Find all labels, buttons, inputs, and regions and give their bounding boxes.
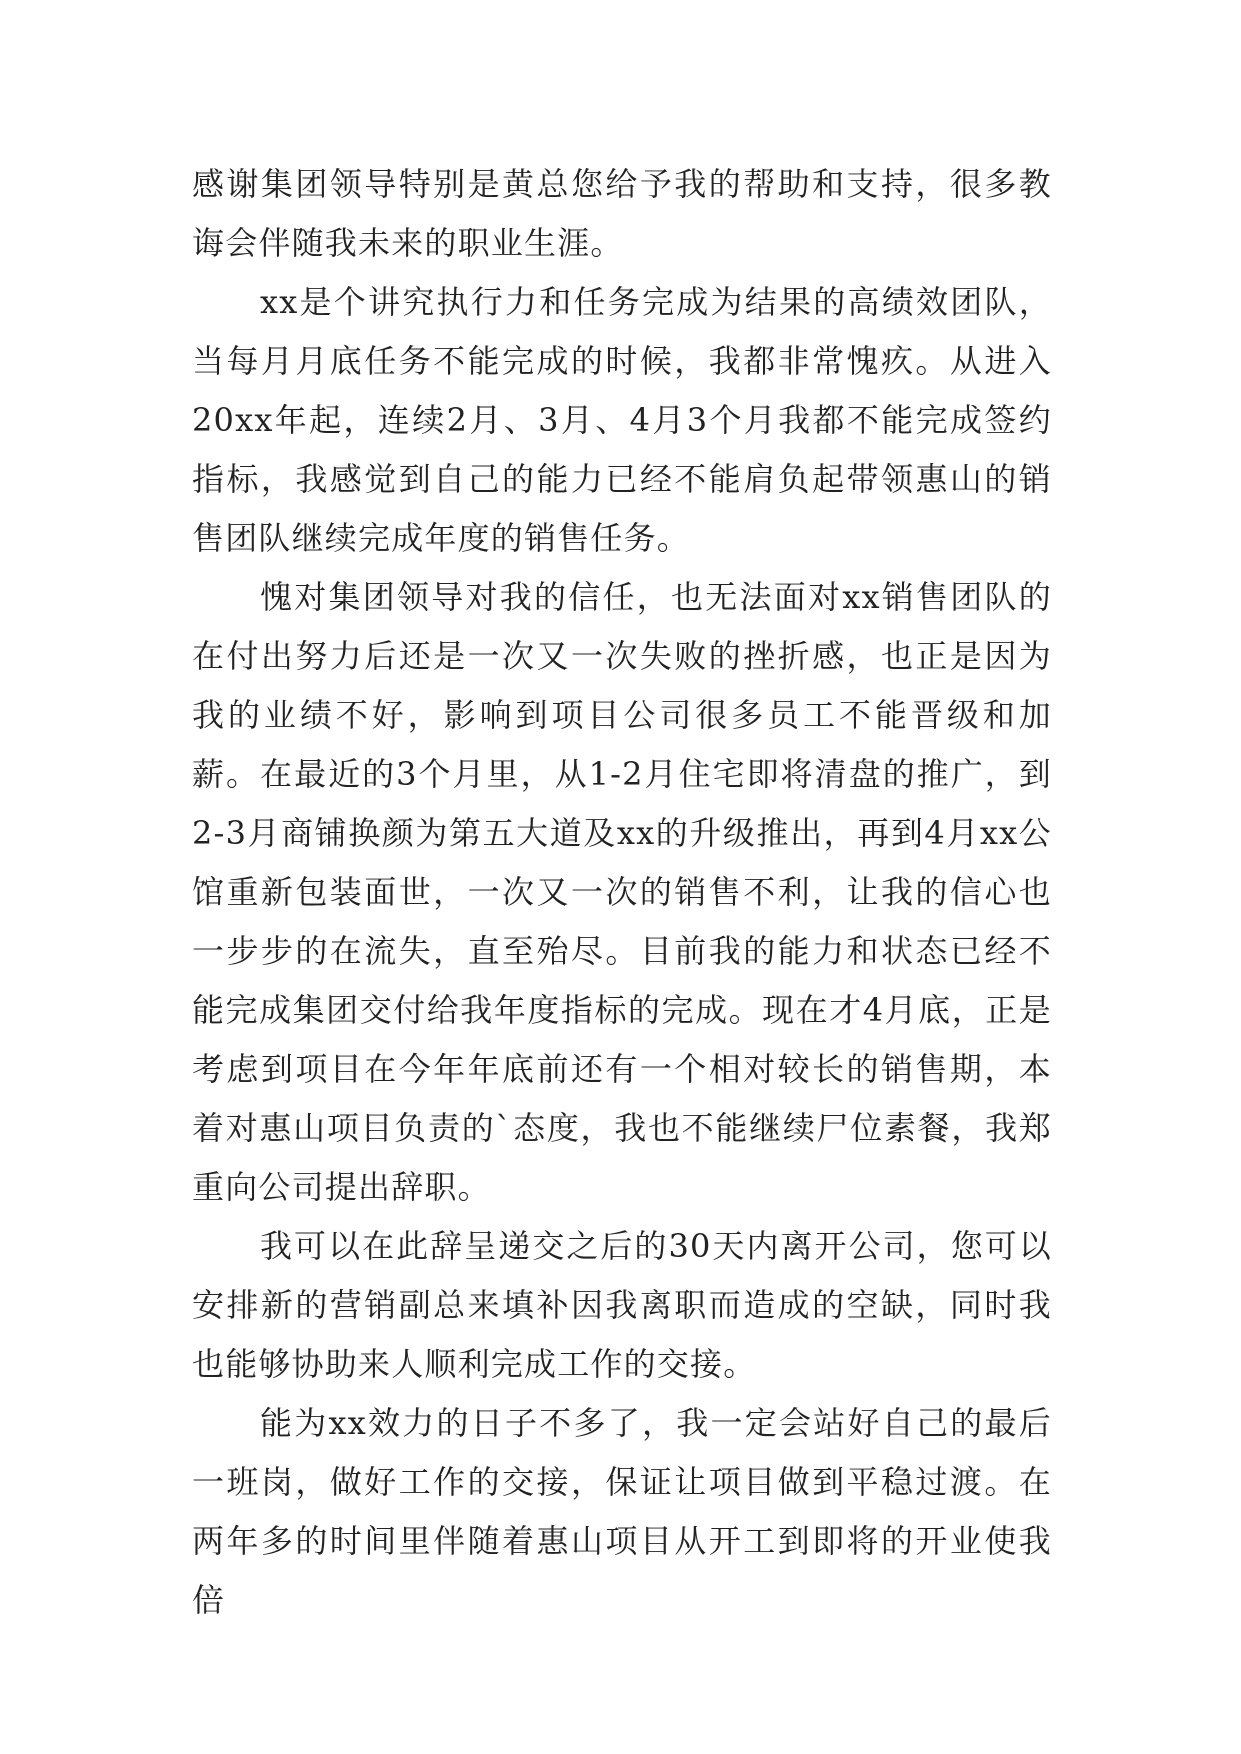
paragraph-5: 能为xx效力的日子不多了，我一定会站好自己的最后一班岗，做好工作的交接，保证让项目做到平稳过渡。在两年多的时间里伴随着惠山项目从开工到即将的开业使我倍 [192,1404,1052,1619]
paragraph-4: 我可以在此辞呈递交之后的30天内离开公司，您可以安排新的营销副总来填补因我离职而造成的空缺，同时我也能够协助来人顺利完成工作的交接。 [192,1227,1052,1383]
document-body [192,155,1052,1630]
paragraph-3: 愧对集团领导对我的信任，也无法面对xx销售团队的在付出努力后还是一次又一次失败的挫折感，也正是因为我的业绩不好，影响到项目公司很多员工不能晋级和加薪。在最近的3个月里，从1-2月住宅即将清盘的推广，到2-3月商铺换颜为第五大道及xx的升级推出，再到4月xx公馆重新包装面世，一次又一次的销售不利，让我的信心也一步步的在流失，直至殆尽。目前我的能力和状态已经不能完成集团交付给我年度指标的完成。现在才4月底，正是考虑到项目在今年年底前还有一个相对较长的销售期，本着对惠山项目负责的`态度，我也不能继续尸位素餐，我郑重向公司提出辞职。 [192,578,1052,1206]
paragraph-1: 感谢集团领导特别是黄总您给予我的帮助和支持，很多教诲会伴随我未来的职业生涯。 [192,165,1052,262]
paragraph-2: xx是个讲究执行力和任务完成为结果的高绩效团队，当每月月底任务不能完成的时候，我都非常愧疚。从进入20xx年起，连续2月、3月、4月3个月我都不能完成签约指标，我感觉到自己的能力已经不能肩负起带领惠山的销售团队继续完成年度的销售任务。 [192,283,1052,557]
